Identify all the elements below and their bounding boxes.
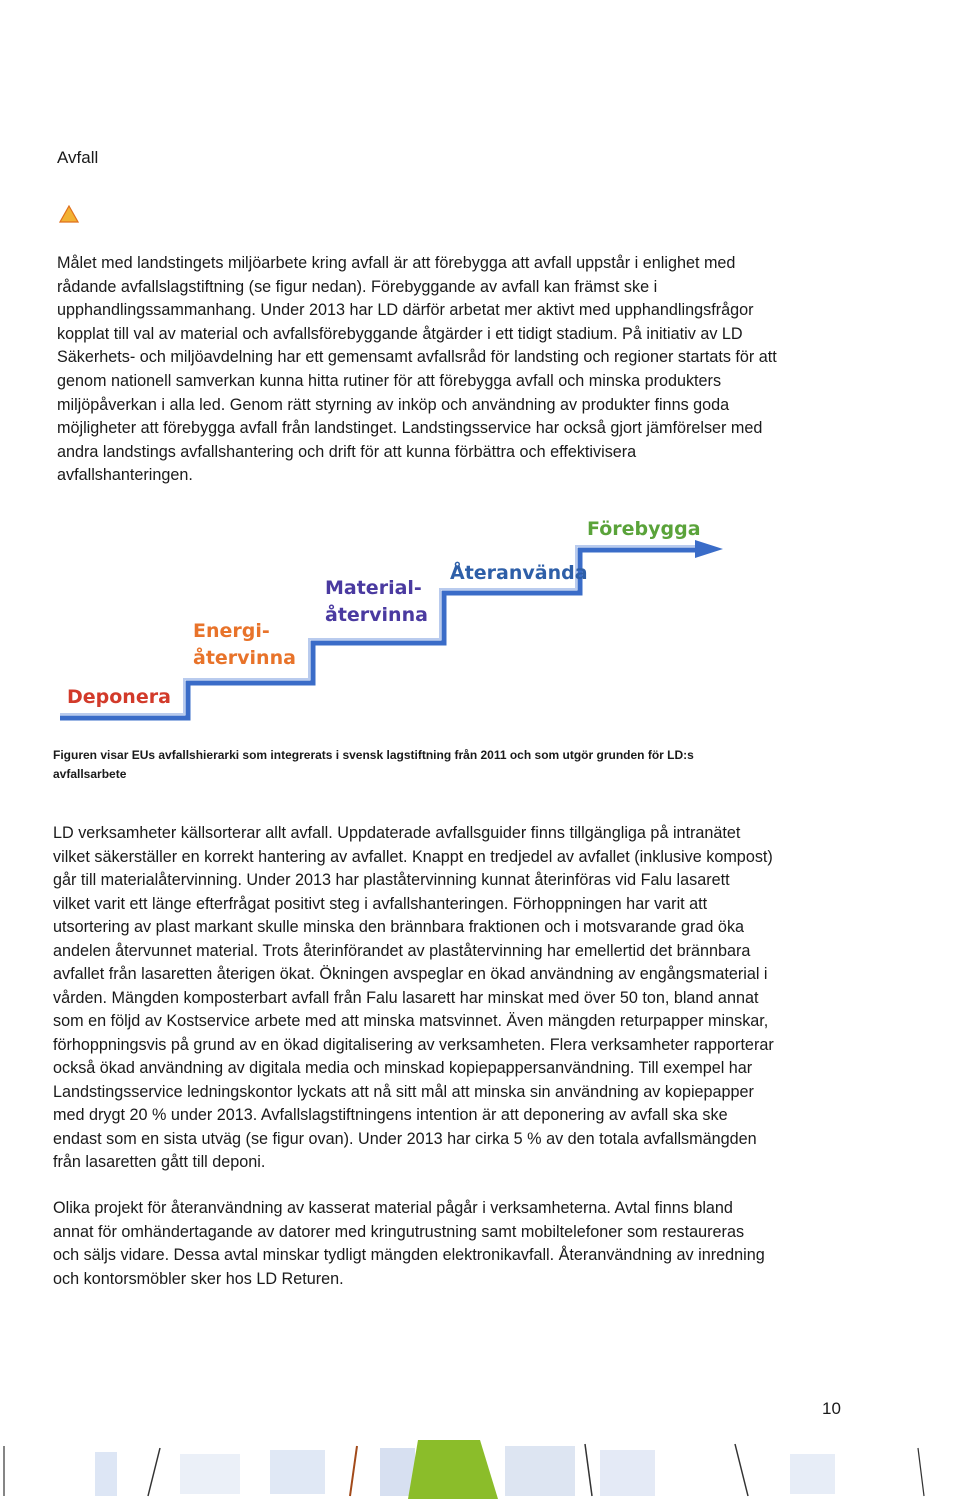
intro-paragraph xyxy=(57,252,857,488)
text-line: utsortering av plast markant skulle minska den brännbara fraktionen och i motsvarande grad öka xyxy=(53,918,745,936)
text-line: Säkerhets- och miljöavdelning har ett gemensamt avfallsråd för landsting och regioner startats för att xyxy=(57,348,777,367)
section-heading: Avfall xyxy=(57,148,99,167)
text-line: avfallshanteringen. xyxy=(57,466,193,485)
text-line: endast som en sista utväg (se figur ovan). Under 2013 har cirka 5 % av den totala avfallsmängden xyxy=(53,1129,757,1148)
text-line: vilket varit ett länge efterfrågat positivt steg i avfallshanteringen. Förhoppningen har varit att xyxy=(53,894,708,913)
text-line: genom nationell samverkan kunna hitta rutiner för att förebygga avfall och minska produkters xyxy=(57,371,722,390)
text-line: vilket säkerställer en korrekt hantering av avfallet. Knappt en tredjedel av avfallet (inklusive kompost) xyxy=(53,847,773,866)
footer-decoration xyxy=(0,1438,960,1499)
text-line: förhoppningsvis på grund av en ökad digitalisering av verksamheten. Flera verksamheter rapporterar xyxy=(53,1035,774,1054)
text-line: Målet med landstingets miljöarbete kring avfall är att förebygga att avfall uppstår i enlighet med xyxy=(57,254,736,272)
text-line: som en följd av Kostservice arbete med att minska matsvinnet. Även mängden returpapper minskar, xyxy=(53,1012,769,1030)
page-number: 10 xyxy=(822,1399,841,1418)
text-line: Landstingsservice ledningskontor lyckats att nå sitt mål att minska sin användning av kopiepapper xyxy=(53,1082,754,1101)
label-material-line2: återvinna xyxy=(325,604,428,626)
text-line: vården. Mängden komposterbart avfall från Falu lasarett har minskat med över 50 ton, bland annat xyxy=(53,988,759,1007)
text-line: upphandlingssammanhang. Under 2013 har LD därför arbetat mer aktivt med upphandlingsfrågor xyxy=(57,301,754,320)
label-material-line1: Material- xyxy=(325,577,422,599)
figure-caption xyxy=(53,746,833,784)
text-line: andra landstings avfallshantering och drift för att kunna förbättra och effektivisera xyxy=(57,442,637,461)
text-line: kopplat till val av material och avfallsförebyggande åtgärder i ett tidigt stadium. På initiativ av LD xyxy=(57,324,743,343)
waste-hierarchy-diagram xyxy=(55,505,735,730)
text-line: går till materialåtervinning. Under 2013 har plaståtervinning kunnat återinföras vid Falu lasarett xyxy=(53,871,730,889)
text-line: Olika projekt för återanvändning av kasserat material pågår i verksamheterna. Avtal finns bland xyxy=(53,1199,733,1217)
warning-triangle-icon xyxy=(59,205,79,223)
text-line: och kontorsmöbler sker hos LD Returen. xyxy=(53,1269,344,1288)
arrow-head-icon xyxy=(695,540,723,558)
text-line: LD verksamheter källsorterar allt avfall. Uppdaterade avfallsguider finns tillgängliga på intranätet xyxy=(53,824,741,842)
label-energi-line1: Energi- xyxy=(193,620,270,642)
body-paragraph xyxy=(53,1197,853,1291)
label-forebygga: Förebygga xyxy=(587,518,701,540)
text-line: annat för omhändertagande av datorer med kringutrustning samt mobiltelefoner som restaureras xyxy=(53,1222,745,1241)
text-line: också ökad användning av digitala media och minskad kopiepappersanvändning. Till exempel har xyxy=(53,1059,753,1077)
caption-line: Figuren visar EUs avfallshierarki som integrerats i svensk lagstiftning från 2011 och som utgör grunden för LD:s xyxy=(53,748,694,762)
text-line: och säljs vidare. Dessa avtal minskar tydligt mängden elektronikavfall. Återanvändning av inredning xyxy=(53,1246,765,1264)
label-energi-line2: återvinna xyxy=(193,647,296,669)
text-line: miljöpåverkan i alla led. Genom rätt styrning av inköp och användning av produkter finns goda xyxy=(57,395,730,414)
text-line: från lasaretten gått till deponi. xyxy=(53,1153,266,1171)
text-line: avfallet från lasaretten återigen ökat. Ökningen avspeglar en ökad användning av engångsmaterial i xyxy=(53,965,768,983)
footer-green-shape xyxy=(408,1440,498,1499)
label-ateranvanda: Återanvända xyxy=(450,562,588,584)
caption-line: avfallsarbete xyxy=(53,767,127,781)
text-line: med drygt 20 % under 2013. Avfallslagstiftningens intention är att deponering av avfall ska ske xyxy=(53,1106,728,1124)
text-line: andelen återvunnet material. Trots återinförandet av plaståtervinning har emellertid det brännbara xyxy=(53,941,751,960)
text-line: möjligheter att förebygga avfall från landstinget. Landstingsservice har också gjort jämförelser med xyxy=(57,419,763,438)
label-deponera: Deponera xyxy=(67,686,171,708)
text-line: rådande avfallslagstiftning (se figur nedan). Förebyggande av avfall kan främst ske i xyxy=(57,277,658,296)
body-paragraph xyxy=(53,822,853,1175)
